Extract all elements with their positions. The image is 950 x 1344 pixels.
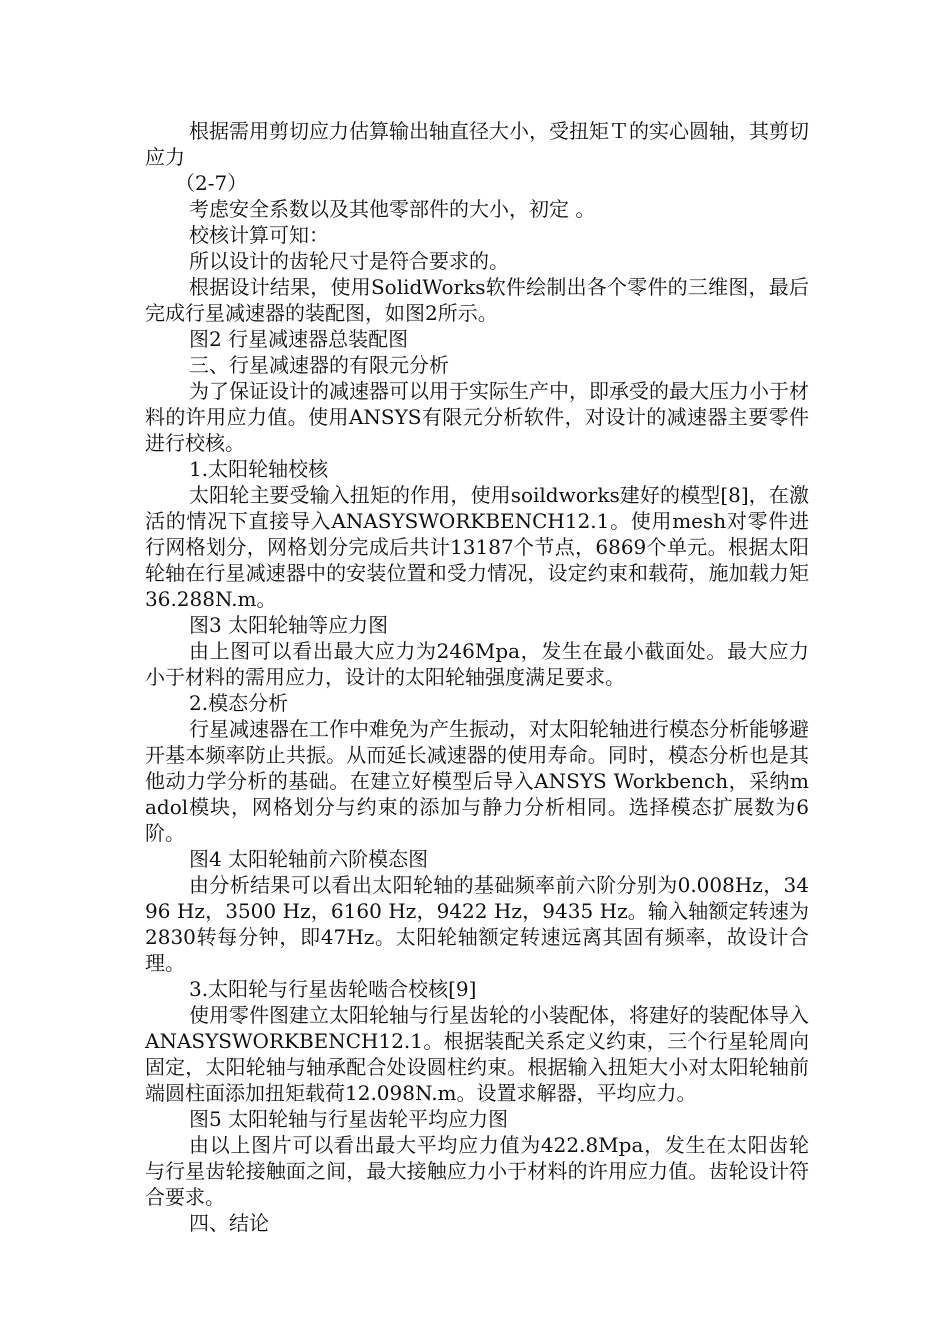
paragraph-fea-purpose: 为了保证设计的减速器可以用于实际生产中，即承受的最大压力小于材料的许用应力值。使用ANSYS有限元分析软件，对设计的减速器主要零件进行校核。: [145, 379, 809, 455]
figure-caption-5: 图5 太阳轮轴与行星齿轮平均应力图: [189, 1107, 509, 1131]
subsection-heading-3: 3.太阳轮与行星齿轮啮合校核[9]: [189, 977, 477, 1001]
paragraph-safety-factor: 考虑安全系数以及其他零部件的大小，初定 。: [189, 197, 596, 221]
document-body: [145, 118, 809, 1236]
paragraph-shear-stress-intro: 根据需用剪切应力估算输出轴直径大小，受扭矩Ｔ的实心圆轴，其剪切应力: [145, 119, 809, 169]
figure-caption-3: 图3 太阳轮轴等应力图: [189, 613, 389, 637]
paragraph-assembly-check: 使用零件图建立太阳轮轴与行星齿轮的小装配体，将建好的装配体导入ANASYSWORKBENCH12.1。根据装配关系定义约束，三个行星轮周向固定，太阳轮轴与轴承配合处设圆柱约束。根据输入扭矩大小对太阳轮轴前端圆柱面添加扭矩载荷12.098N.m。设置求解器，平均应力。: [145, 1003, 809, 1105]
figure-caption-2: 图2 行星减速器总装配图: [189, 327, 409, 351]
section-heading-4: 四、结论: [189, 1211, 269, 1235]
subsection-heading-1: 1.太阳轮轴校核: [189, 457, 329, 481]
paragraph-gear-size-ok: 所以设计的齿轮尺寸是符合要求的。: [189, 249, 509, 273]
paragraph-frequencies: 由分析结果可以看出太阳轮轴的基础频率前六阶分别为0.008Hz，3496 Hz，3500 Hz，6160 Hz，9422 Hz，9435 Hz。输入轴额定转速为2830转每分钟，即47Hz。太阳轮轴额定转速远离其固有频率，故设计合理。: [145, 873, 809, 975]
subsection-heading-2: 2.模态分析: [189, 691, 289, 715]
paragraph-check-calculation: 校核计算可知：: [189, 223, 329, 247]
paragraph-average-stress: 由以上图片可以看出最大平均应力值为422.8Mpa，发生在太阳齿轮与行星齿轮接触面之间，最大接触应力小于材料的许用应力值。齿轮设计符合要求。: [145, 1133, 809, 1209]
figure-caption-4: 图4 太阳轮轴前六阶模态图: [189, 847, 429, 871]
equation-number: （2-7）: [175, 171, 248, 195]
paragraph-solidworks-design: 根据设计结果，使用SolidWorks软件绘制出各个零件的三维图，最后完成行星减速器的装配图，如图2所示。: [145, 275, 809, 325]
section-heading-3: 三、行星减速器的有限元分析: [189, 353, 449, 377]
paragraph-max-stress: 由上图可以看出最大应力为246Mpa，发生在最小截面处。最大应力小于材料的需用应力，设计的太阳轮轴强度满足要求。: [145, 639, 809, 689]
paragraph-sun-shaft-mesh: 太阳轮主要受输入扭矩的作用，使用soildworks建好的模型[8]，在激活的情况下直接导入ANASYSWORKBENCH12.1。使用mesh对零件进行网格划分，网格划分完成后共计13187个节点，6869个单元。根据太阳轮轴在行星减速器中的安装位置和受力情况，设定约束和载荷，施加载力矩36.288N.m。: [145, 483, 809, 611]
paragraph-modal-analysis: 行星减速器在工作中难免为产生振动，对太阳轮轴进行模态分析能够避开基本频率防止共振。从而延长减速器的使用寿命。同时，模态分析也是其他动力学分析的基础。在建立好模型后导入ANSYS Workbench，采纳madol模块，网格划分与约束的添加与静力分析相同。选择模态扩展数为6阶。: [145, 717, 809, 845]
